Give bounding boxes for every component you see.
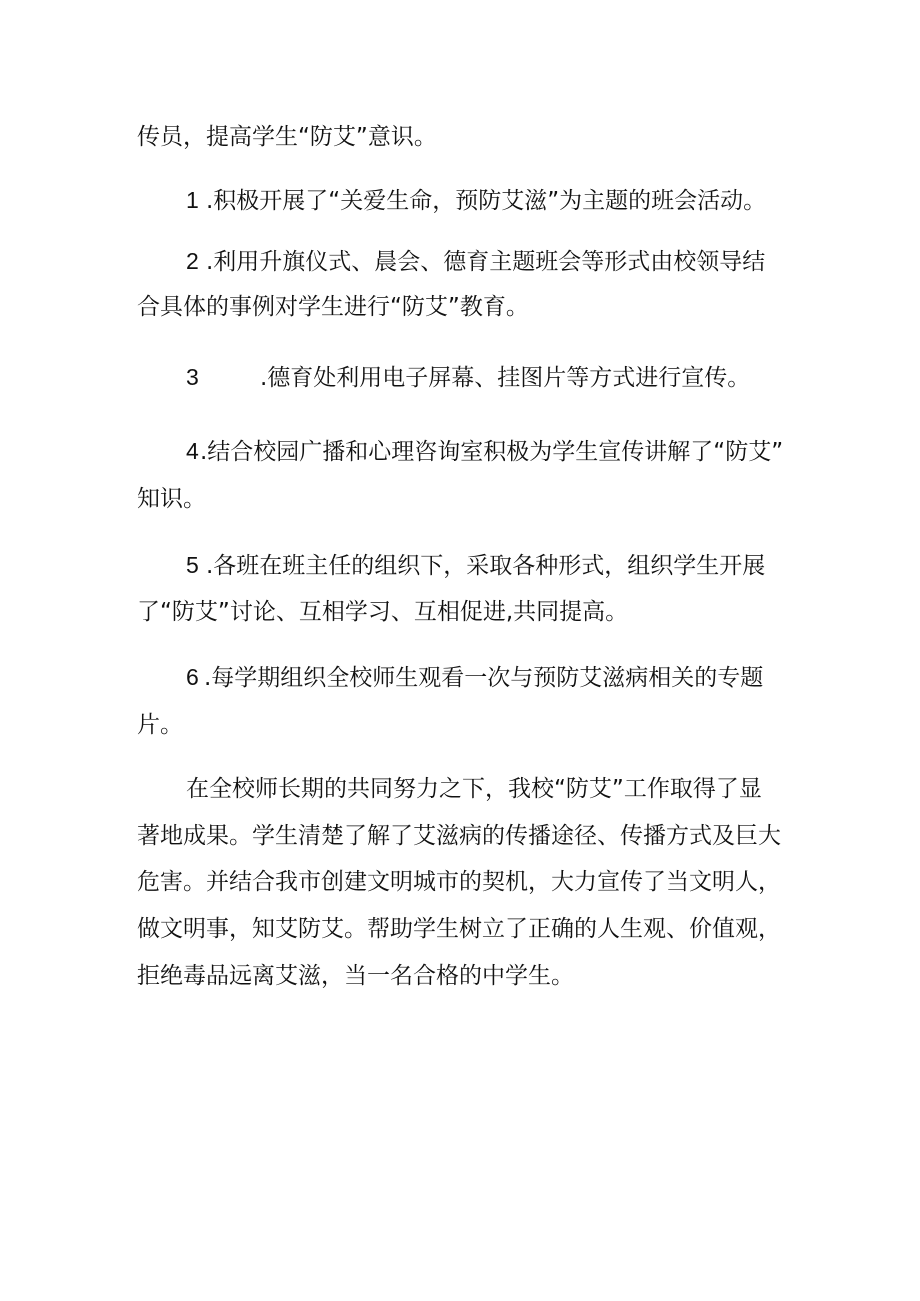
list-item-5 [186,550,765,581]
item-number: 6 [186,664,199,690]
list-item-6-continuation: 片。 [137,712,183,738]
intro-continuation: 传员，提高学生“防艾”意识。 [137,124,437,150]
list-item-5-continuation: 了“防艾”讨论、互相学习、互相促进,共同提高。 [137,599,629,625]
item-number: 5 [186,552,199,578]
list-item-4 [186,436,783,467]
item-text: .结合校园广播和心理咨询室积极为学生宣传讲解了“防艾” [200,439,784,465]
item-number: 1 [186,187,199,213]
item-number: 4 [186,438,199,464]
list-item-2 [186,246,765,277]
item-text: .各班在班主任的组织下，采取各种形式，组织学生开展 [206,553,766,579]
conclusion-line-4: 做文明事，知艾防艾。帮助学生树立了正确的人生观、价值观， [137,916,781,942]
list-item-4-continuation: 知识。 [137,486,206,512]
item-number: 3 [186,364,199,390]
item-text: .利用升旗仪式、晨会、德育主题班会等形式由校领导结 [206,249,766,275]
list-item-1 [186,185,766,216]
conclusion-line-2: 著地成果。学生清楚了解了艾滋病的传播途径、传播方式及巨大 [137,823,781,849]
conclusion-line-3: 危害。并结合我市创建文明城市的契机，大力宣传了当文明人， [137,869,781,895]
conclusion-line-1: 在全校师长期的共同努力之下，我校“防艾”工作取得了显 [186,776,762,802]
list-item-3 [186,362,750,393]
item-text: .积极开展了“关爱生命，预防艾滋”为主题的班会活动。 [206,188,767,214]
item-text: .每学期组织全校师生观看一次与预防艾滋病相关的专题 [204,665,764,691]
item-text: .德育处利用电子屏幕、挂图片等方式进行宣传。 [260,365,751,391]
list-item-2-continuation: 合具体的事例对学生进行“防艾”教育。 [137,294,529,320]
item-number: 2 [186,248,199,274]
list-item-6 [186,662,763,693]
conclusion-line-5: 拒绝毒品远离艾滋，当一名合格的中学生。 [137,963,574,989]
